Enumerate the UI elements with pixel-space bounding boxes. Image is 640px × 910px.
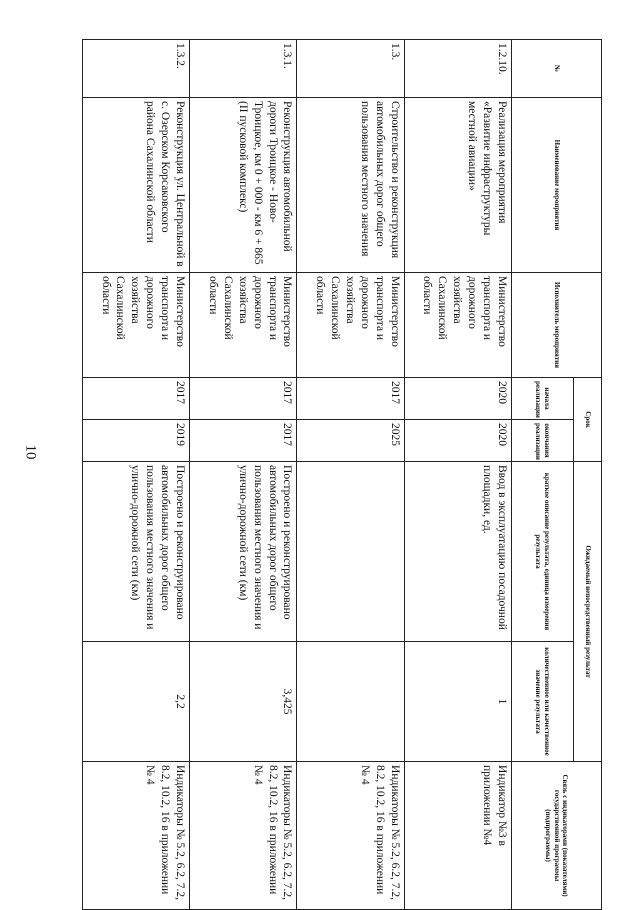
table-row [190,40,297,910]
measures-table [82,39,602,910]
row-executor: Министерство транспорта и дорожного хозяйства Сахалинской области [190,273,297,378]
row-link: Индикаторы № 5.2, 6.2, 7.2, 8.2, 10.2, 16 в приложении № 4 [297,762,404,910]
table-body [83,40,512,910]
row-value: 3,425 [190,642,297,762]
row-name: Строительство и реконструкция автомобильных дорог общего пользования местного значения [297,98,404,273]
table-row [83,40,190,910]
row-executor: Министерство транспорта и дорожного хозяйства Сахалинской области [83,273,190,378]
row-end: 2017 [190,420,297,462]
row-start: 2017 [83,378,190,420]
row-desc: Ввод в эксплуатацию посадочной площадки, ед. [404,462,511,642]
row-num: 1.3.2. [83,40,190,98]
row-link: Индикаторы № 5.2, 6.2, 7.2, 8.2, 10.2, 16 в приложении № 4 [83,762,190,910]
row-value: 2,2 [83,642,190,762]
row-executor: Министерство транспорта и дорожного хозяйства Сахалинской области [404,273,511,378]
header-name: Наименование мероприятия [512,98,602,273]
measures-table-wrapper [82,39,602,909]
row-executor: Министерство транспорта и дорожного хозяйства Сахалинской области [297,273,404,378]
row-start: 2020 [404,378,511,420]
row-end: 2020 [404,420,511,462]
row-desc [297,462,404,642]
header-expected-value: количественное или качественное значение результата [512,642,574,762]
row-num: 1.3. [297,40,404,98]
header-term-end: окончания реализации [512,420,574,462]
row-value: 1 [404,642,511,762]
row-desc: Построено и реконструировано автомобильных дорог общего пользования местного значения и улично-дорожной сети (км) [190,462,297,642]
row-num: 1.3.1. [190,40,297,98]
row-start: 2017 [297,378,404,420]
header-executor: Исполнитель мероприятия [512,273,602,378]
row-num: 1.2.10. [404,40,511,98]
row-end: 2025 [297,420,404,462]
row-start: 2017 [190,378,297,420]
row-name: Реконструкция автомобильной дороги Троицкое - Ново-Троицкое, км 0 + 000 - км 6 + 865 (II пусковой комплекс) [190,98,297,273]
table-header [512,40,602,910]
header-expected-desc: краткое описание результата, единица измерения результата [512,462,574,642]
row-link: Индикаторы № 5.2, 6.2, 7.2, 8.2, 10.2, 16 в приложении № 4 [190,762,297,910]
table-row [404,40,511,910]
row-name: Реализация мероприятия «Развитие инфраструктуры местной авиации» [404,98,511,273]
row-desc: Построено и реконструировано автомобильных дорог общего пользования местного значения и улично-дорожной сети (км) [83,462,190,642]
header-num: № [512,40,602,98]
row-value [297,642,404,762]
row-end: 2019 [83,420,190,462]
header-term-start: начала реализации [512,378,574,420]
row-name: Реконструкция ул. Центральной в с. Озерском Корсаковского района Сахалинской области [83,98,190,273]
header-term: Срок [574,378,602,462]
header-expected: Ожидаемый непосредственный результат [574,462,602,762]
page-number: 10 [22,444,39,460]
table-row [297,40,404,910]
row-link: Индикатор №3 в приложении №4 [404,762,511,910]
header-link: Связь с индикаторами (показателями) государственной программы (подпрограммы) [512,762,602,910]
